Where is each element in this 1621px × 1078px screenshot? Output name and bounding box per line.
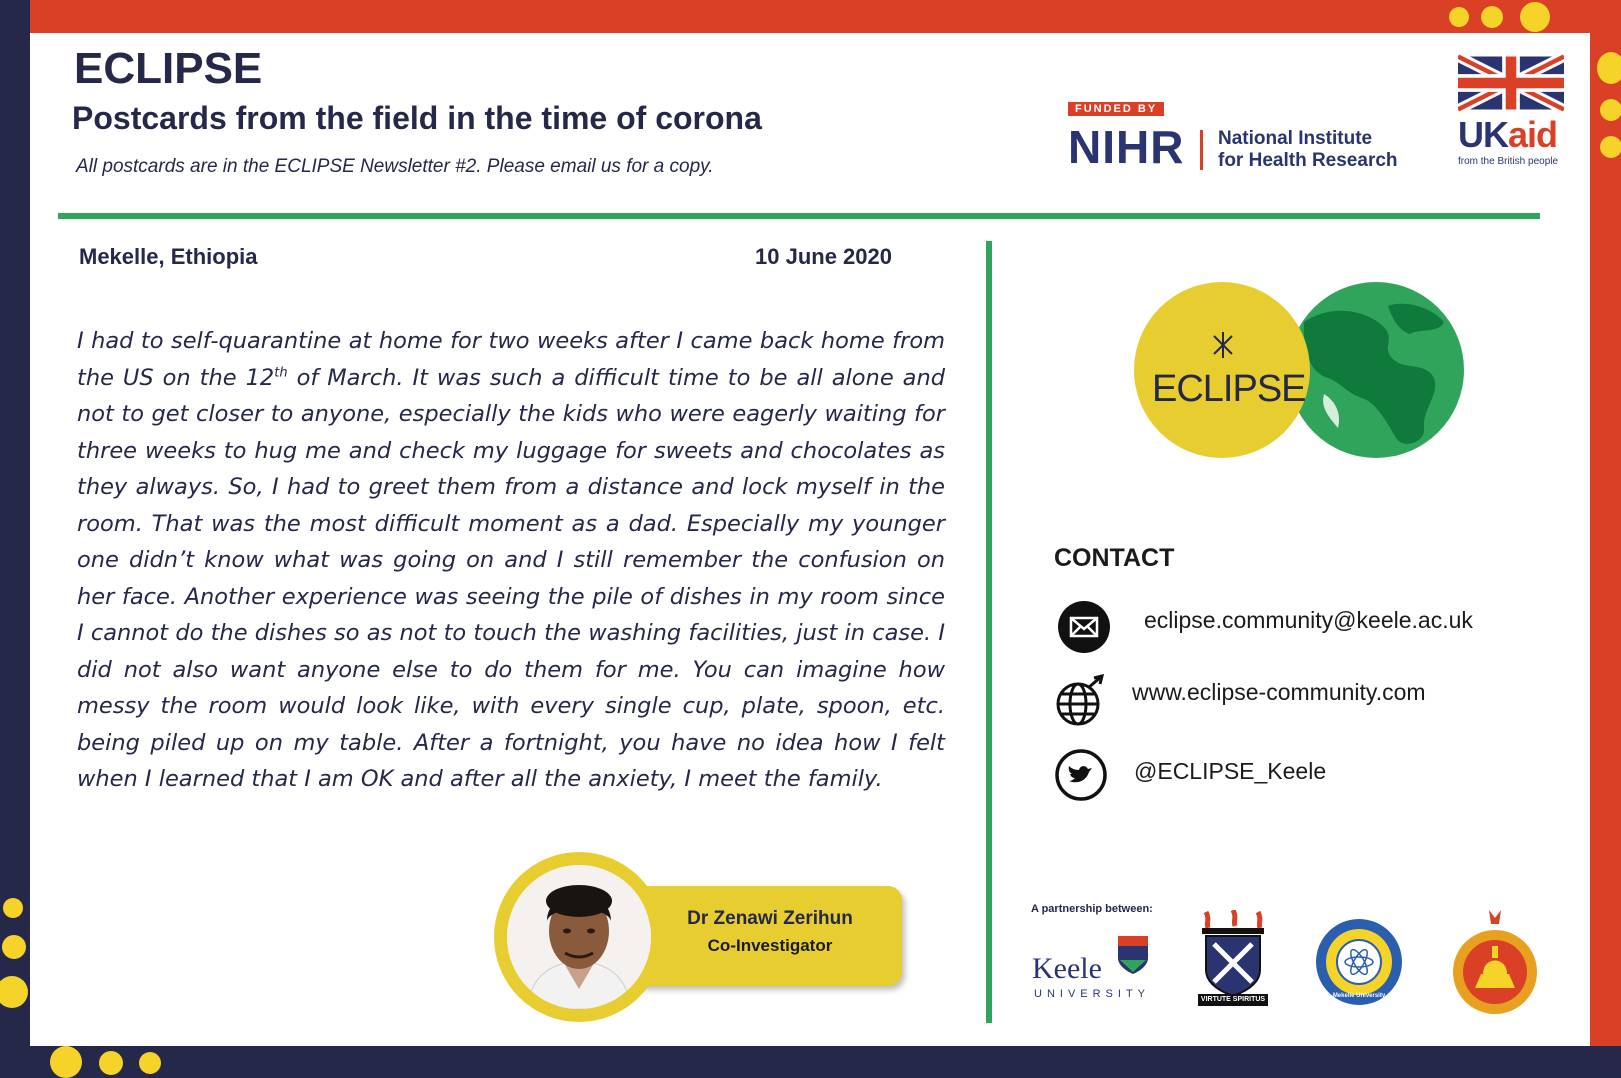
decor-dot <box>50 1046 82 1078</box>
contact-email-link[interactable]: eclipse.community@keele.ac.uk <box>1144 607 1473 633</box>
keele-wordmark: Keele <box>1032 952 1102 985</box>
decor-dot <box>3 898 23 918</box>
postcard-date: 10 June 2020 <box>755 244 892 269</box>
decor-dot <box>1600 99 1621 121</box>
globe-icon <box>1054 674 1106 726</box>
mekelle-university-logo <box>1314 917 1404 1007</box>
twitter-bird-icon <box>1054 748 1106 800</box>
ukaid-logo <box>1458 54 1566 172</box>
author-photo <box>507 865 651 1009</box>
keele-subtitle: UNIVERSITY <box>1034 988 1151 1000</box>
newsletter-note: All postcards are in the ECLIPSE Newsletter #2. Please email us for a copy. <box>76 156 714 177</box>
decor-dot <box>1449 7 1469 27</box>
eclipse-logo-text: ECLIPSE <box>1152 368 1306 410</box>
union-flag-icon <box>1458 54 1564 112</box>
header-divider <box>58 213 1540 219</box>
ufba-motto: VIRTUTE SPIRITUS <box>1200 996 1266 1003</box>
nihr-fullname <box>1218 128 1398 172</box>
ukaid-tagline: from the British people <box>1458 156 1559 167</box>
decor-dot <box>99 1051 123 1075</box>
nihr-divider <box>1200 130 1203 170</box>
funded-by-label: FUNDED BY <box>1068 102 1164 116</box>
decor-dot <box>1597 52 1621 84</box>
partnership-label: A partnership between: <box>1031 903 1153 915</box>
page-subtitle: Postcards from the field in the time of corona <box>72 100 762 136</box>
author-name: Dr Zenawi Zerihun <box>687 908 853 929</box>
nihr-wordmark: NIHR <box>1068 121 1185 173</box>
ukaid-wordmark: UKaid <box>1458 114 1558 155</box>
decor-dot <box>1520 2 1550 32</box>
frame-top-border <box>30 0 1621 33</box>
contact-website-link[interactable]: www.eclipse-community.com <box>1132 679 1426 705</box>
ufba-logo <box>1194 910 1272 1008</box>
column-divider <box>986 241 992 1023</box>
frame-right-border <box>1590 0 1621 1078</box>
page-title: ECLIPSE <box>74 44 263 93</box>
sri-lanka-university-logo <box>1451 908 1539 1018</box>
frame-bottom-border <box>0 1046 1621 1078</box>
postcard-story: I had to self-quarantine at home for two weeks after I came back home from the US on the 12th of March. It was such a difficult time to be all alone and not to get closer to anyone, especially the kids who were eagerly waiting for three weeks to hug me and check my luggage for sweets and chocolates as they always. So, I had to greet them from a distance and lock myself in the room. That was the most difficult moment as a dad. Especially my younger one didn’t know what was going on and I still remember the confusion on her face. Another experience was seeing the pile of dishes in my room since I cannot do the dishes so as not to touch the washing facilities, just in case. I did not also want anyone else to do them for me. You can imagine how messy the room would look like, with every single cup, plate, spoon, etc. being piled up on my table. After a fortnight, you have no idea how I felt when I learned that I am OK and after all the anxiety, I meet the family. <box>77 328 945 792</box>
nihr-logo <box>1068 100 1398 180</box>
nihr-line2: for Health Research <box>1218 150 1398 171</box>
author-name-card <box>638 886 902 986</box>
keele-university-logo <box>1032 932 1152 1002</box>
contact-twitter-link[interactable]: @ECLIPSE_Keele <box>1134 758 1327 784</box>
contact-heading: CONTACT <box>1054 544 1175 572</box>
decor-dot <box>139 1052 161 1074</box>
nihr-line1: National Institute <box>1218 128 1373 149</box>
envelope-icon <box>1058 601 1110 653</box>
mekelle-university-name: Mekelle University <box>1332 993 1386 999</box>
postcard-location: Mekelle, Ethiopia <box>79 244 258 269</box>
decor-dot <box>1481 6 1503 28</box>
decor-dot <box>2 935 26 959</box>
decor-dot <box>1600 136 1621 158</box>
eclipse-logo <box>1134 282 1474 472</box>
author-role: Co-Investigator <box>707 936 833 955</box>
